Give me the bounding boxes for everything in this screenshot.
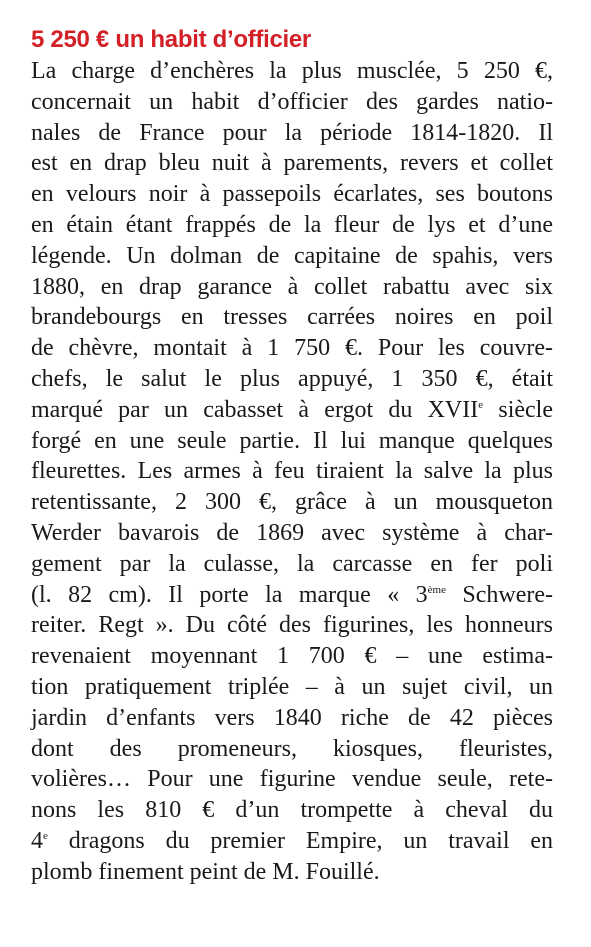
article bbox=[31, 26, 553, 888]
text-run: plomb finement peint de M. Fouillé. bbox=[31, 858, 380, 885]
text-run: en étain étant frappés de la fleur de lys et d’une bbox=[31, 211, 553, 238]
body-line bbox=[31, 87, 553, 118]
superscript-text: ème bbox=[427, 583, 446, 596]
text-run: brandebourgs en tresses carrées noires en poil bbox=[31, 304, 553, 331]
text-run: marqué par un cabasset à ergot du XVII bbox=[31, 396, 479, 423]
body-line bbox=[31, 610, 553, 641]
text-run: en velours noir à passepoils écarlates, ses boutons bbox=[31, 181, 553, 208]
body-line bbox=[31, 826, 553, 857]
body-line bbox=[31, 487, 553, 518]
body-line bbox=[31, 395, 553, 426]
text-run: chefs, le salut le plus appuyé, 1 350 €, était bbox=[31, 365, 553, 392]
body-line bbox=[31, 672, 553, 703]
body-line bbox=[31, 580, 553, 611]
body-line bbox=[31, 364, 553, 395]
text-run: La charge d’enchères la plus musclée, 5 250 €, bbox=[31, 58, 553, 84]
text-run: est en drap bleu nuit à parements, revers et collet bbox=[31, 150, 553, 177]
body-line bbox=[31, 241, 553, 272]
text-run: siècle bbox=[483, 396, 553, 423]
text-run: légende. Un dolman de capitaine de spahis, vers bbox=[31, 242, 553, 269]
text-run: concernait un habit d’officier des gardes natio- bbox=[31, 88, 553, 115]
text-run: revenaient moyennant 1 700 € – une estima- bbox=[31, 643, 553, 670]
body-line bbox=[31, 179, 553, 210]
superscript-text: e bbox=[43, 829, 48, 842]
text-run: forgé en une seule partie. Il lui manque quelques bbox=[31, 427, 553, 454]
text-run: nales de France pour la période 1814-1820. Il bbox=[31, 119, 553, 146]
body-line bbox=[31, 456, 553, 487]
text-run: fleurettes. Les armes à feu tiraient la salve la plus bbox=[31, 458, 553, 485]
text-run: jardin d’enfants vers 1840 riche de 42 pièces bbox=[31, 704, 553, 731]
body-line bbox=[31, 641, 553, 672]
text-run: dragons du premier Empire, un travail en bbox=[47, 827, 553, 854]
article-headline: 5 250 € un habit d’officier bbox=[31, 26, 311, 53]
body-line bbox=[31, 734, 553, 765]
text-run: Schwere- bbox=[445, 581, 553, 608]
article-body bbox=[31, 56, 553, 888]
text-run: dont des promeneurs, kiosques, fleuristes, bbox=[31, 735, 553, 762]
body-line bbox=[31, 118, 553, 149]
body-line bbox=[31, 56, 553, 87]
text-run: tion pratiquement triplée – à un sujet civil, un bbox=[31, 673, 553, 700]
body-line bbox=[31, 426, 553, 457]
text-run: retentissante, 2 300 €, grâce à un mousqueton bbox=[31, 489, 553, 516]
body-line bbox=[31, 764, 553, 795]
text-run: Werder bavarois de 1869 avec système à char- bbox=[31, 519, 553, 546]
body-line bbox=[31, 857, 553, 888]
body-line bbox=[31, 302, 553, 333]
body-line bbox=[31, 210, 553, 241]
text-run: nons les 810 € d’un trompette à cheval du bbox=[31, 797, 553, 824]
text-run: gement par la culasse, la carcasse en fer poli bbox=[31, 550, 553, 577]
text-run: 4 bbox=[31, 827, 43, 854]
text-run: 1880, en drap garance à collet rabattu avec six bbox=[31, 273, 553, 300]
body-line bbox=[31, 795, 553, 826]
body-line bbox=[31, 549, 553, 580]
body-line bbox=[31, 333, 553, 364]
body-line bbox=[31, 272, 553, 303]
superscript-text: e bbox=[478, 398, 484, 411]
body-line bbox=[31, 518, 553, 549]
text-run: de chèvre, montait à 1 750 €. Pour les couvre- bbox=[31, 335, 553, 362]
text-run: reiter. Regt ». Du côté des figurines, les honneurs bbox=[31, 612, 553, 639]
body-line bbox=[31, 703, 553, 734]
body-line bbox=[31, 148, 553, 179]
text-run: (l. 82 cm). Il porte la marque « 3 bbox=[31, 581, 428, 608]
text-run: volières… Pour une figurine vendue seule, rete- bbox=[31, 766, 553, 793]
